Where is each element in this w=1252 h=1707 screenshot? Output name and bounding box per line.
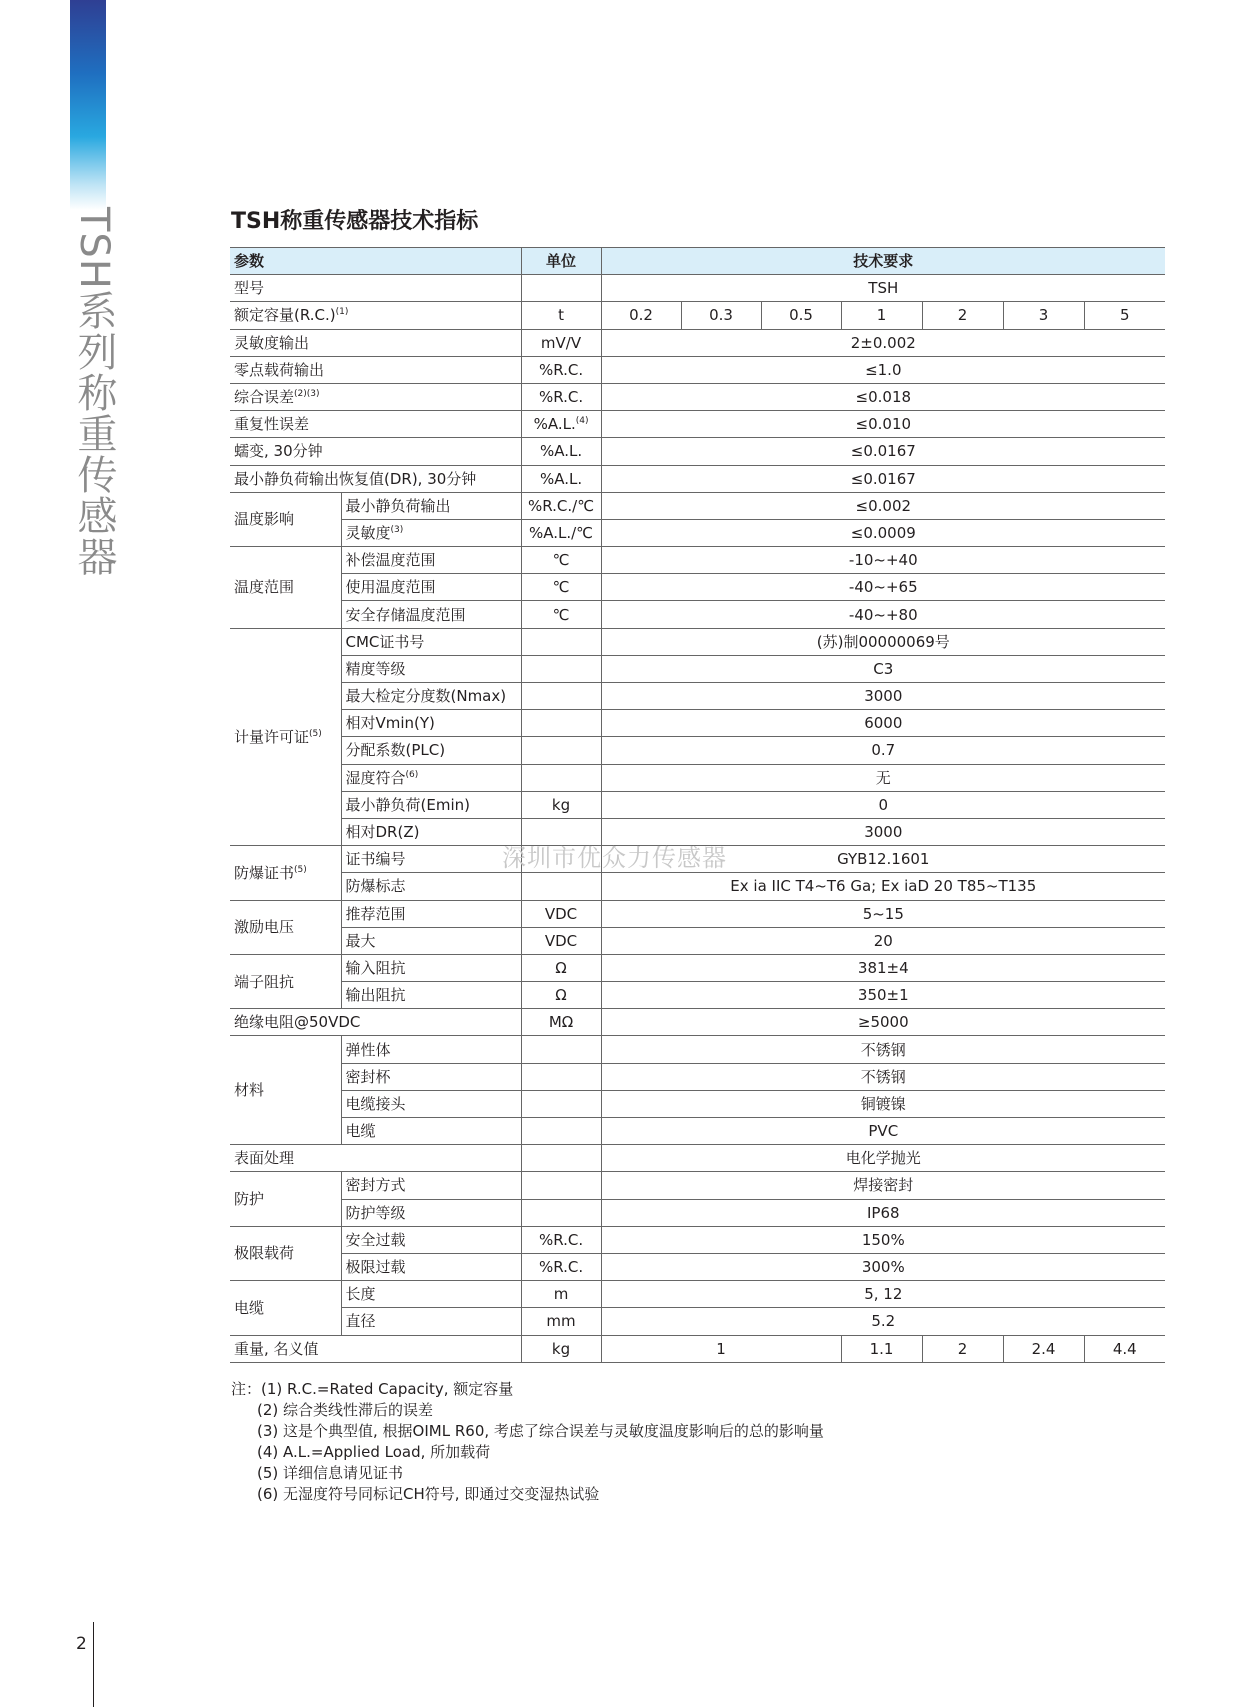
table-row	[230, 601, 1165, 628]
row-unit: mV/V	[521, 329, 601, 356]
weight-cell: 1.1	[841, 1335, 922, 1362]
watermark: 深圳市优众力传感器	[502, 844, 727, 872]
row-unit	[521, 1199, 601, 1226]
row-label: 绝缘电阻@50VDC	[230, 1009, 521, 1036]
weight-cell: 1	[601, 1335, 841, 1362]
row-label: 安全过载	[341, 1226, 521, 1253]
weight-cell: 2.4	[1003, 1335, 1084, 1362]
row-label: 灵敏度输出	[230, 329, 521, 356]
table-row	[230, 628, 1165, 655]
row-label: 电缆接头	[341, 1090, 521, 1117]
row-label: 补偿温度范围	[341, 547, 521, 574]
row-unit: %R.C.	[521, 1226, 601, 1253]
row-unit	[521, 1118, 601, 1145]
table-row	[230, 356, 1165, 383]
table-row	[230, 900, 1165, 927]
row-label: 精度等级	[341, 655, 521, 682]
weight-cell: 4.4	[1084, 1335, 1165, 1362]
row-label: 长度	[341, 1281, 521, 1308]
row-value: 20	[601, 927, 1165, 954]
row-label: 密封杯	[341, 1063, 521, 1090]
row-unit	[521, 683, 601, 710]
table-row	[230, 302, 1165, 329]
row-value: ≥5000	[601, 1009, 1165, 1036]
row-unit: m	[521, 1281, 601, 1308]
weight-cell: 2	[922, 1335, 1003, 1362]
row-unit: %R.C.	[521, 383, 601, 410]
row-label: 零点载荷输出	[230, 356, 521, 383]
row-value: -40~+65	[601, 574, 1165, 601]
table-row	[230, 764, 1165, 791]
table-row	[230, 519, 1165, 546]
row-label: 证书编号	[341, 846, 521, 873]
footnote: (4) A.L.=Applied Load, 所加载荷	[257, 1443, 491, 1461]
row-value: 300%	[601, 1253, 1165, 1280]
row-label: 防爆标志	[341, 873, 521, 900]
footnote: (5) 详细信息请见证书	[257, 1464, 404, 1482]
table-row	[230, 1253, 1165, 1280]
table-row	[230, 492, 1165, 519]
row-label: 最小静负荷输出恢复值(DR), 30分钟	[230, 465, 521, 492]
row-unit: %R.C.	[521, 1253, 601, 1280]
row-unit	[521, 1036, 601, 1063]
table-row	[230, 683, 1165, 710]
table-row	[230, 465, 1165, 492]
row-unit	[521, 1172, 601, 1199]
row-label: 最小静负荷输出	[341, 492, 521, 519]
row-label: 型号	[230, 275, 521, 302]
row-unit	[521, 628, 601, 655]
row-value: 不锈钢	[601, 1063, 1165, 1090]
table-row	[230, 574, 1165, 601]
footnotes	[231, 1379, 824, 1505]
row-label: 最大检定分度数(Nmax)	[341, 683, 521, 710]
row-value: 焊接密封	[601, 1172, 1165, 1199]
row-value: -10~+40	[601, 547, 1165, 574]
table-row	[230, 710, 1165, 737]
group-label: 激励电压	[230, 900, 341, 954]
row-unit: t	[521, 302, 601, 329]
row-value: 无	[601, 764, 1165, 791]
table-row	[230, 1009, 1165, 1036]
row-unit: ℃	[521, 601, 601, 628]
capacity-cell: 1	[841, 302, 922, 329]
row-value: ≤0.0167	[601, 438, 1165, 465]
row-value: TSH	[601, 275, 1165, 302]
row-value: IP68	[601, 1199, 1165, 1226]
table-row	[230, 1281, 1165, 1308]
row-unit: MΩ	[521, 1009, 601, 1036]
row-label: 极限过载	[341, 1253, 521, 1280]
row-unit: mm	[521, 1308, 601, 1335]
row-value: ≤0.018	[601, 383, 1165, 410]
row-value: 381±4	[601, 954, 1165, 981]
capacity-cell: 2	[922, 302, 1003, 329]
row-value: ≤0.0167	[601, 465, 1165, 492]
table-row	[230, 275, 1165, 302]
row-value: 3000	[601, 683, 1165, 710]
table-row	[230, 1226, 1165, 1253]
row-value: ≤0.002	[601, 492, 1165, 519]
row-unit: VDC	[521, 927, 601, 954]
page-divider	[93, 1622, 94, 1707]
group-label: 材料	[230, 1036, 341, 1145]
footnote: (6) 无湿度符号同标记CH符号, 即通过交变湿热试验	[257, 1485, 600, 1503]
table-row	[230, 982, 1165, 1009]
footnote: (3) 这是个典型值, 根据OIML R60, 考虑了综合误差与灵敏度温度影响后的总的影响量	[257, 1422, 824, 1440]
row-label: 表面处理	[230, 1145, 521, 1172]
row-value: Ex ia IIC T4~T6 Ga; Ex iaD 20 T85~T135	[601, 873, 1165, 900]
row-label: 灵敏度$^{(3)}$	[341, 519, 521, 546]
row-unit: %R.C.	[521, 356, 601, 383]
row-label: 相对DR(Z)	[341, 818, 521, 845]
row-label: 输入阻抗	[341, 954, 521, 981]
table-row	[230, 329, 1165, 356]
row-unit: %A.L.	[521, 438, 601, 465]
capacity-cell: 0.3	[681, 302, 761, 329]
spec-table	[230, 247, 1165, 1363]
row-value: ≤0.0009	[601, 519, 1165, 546]
group-label: 电缆	[230, 1281, 341, 1335]
table-row	[230, 1199, 1165, 1226]
row-value: 350±1	[601, 982, 1165, 1009]
row-value: 0.7	[601, 737, 1165, 764]
row-unit	[521, 1063, 601, 1090]
group-label: 端子阻抗	[230, 954, 341, 1008]
table-row	[230, 383, 1165, 410]
row-label: 安全存储温度范围	[341, 601, 521, 628]
row-label: CMC证书号	[341, 628, 521, 655]
row-unit	[521, 764, 601, 791]
row-unit: Ω	[521, 954, 601, 981]
row-label: 相对Vmin(Y)	[341, 710, 521, 737]
page-number: 2	[76, 1634, 87, 1654]
capacity-cell: 3	[1003, 302, 1084, 329]
row-value: 电化学抛光	[601, 1145, 1165, 1172]
row-value: 5.2	[601, 1308, 1165, 1335]
row-unit: %A.L./℃	[521, 519, 601, 546]
row-value: C3	[601, 655, 1165, 682]
row-unit: Ω	[521, 982, 601, 1009]
table-row	[230, 411, 1165, 438]
table-row	[230, 791, 1165, 818]
table-row	[230, 873, 1165, 900]
group-label: 计量许可证$^{(5)}$	[230, 628, 341, 846]
row-value: 3000	[601, 818, 1165, 845]
row-value: ≤1.0	[601, 356, 1165, 383]
row-label: 分配系数(PLC)	[341, 737, 521, 764]
row-label: 最小静负荷(Emin)	[341, 791, 521, 818]
table-row	[230, 737, 1165, 764]
capacity-cell: 0.5	[761, 302, 841, 329]
row-unit	[521, 737, 601, 764]
row-unit: %A.L.$^{(4)}$	[521, 411, 601, 438]
row-value: -40~+80	[601, 601, 1165, 628]
row-label: 推荐范围	[341, 900, 521, 927]
header-unit: 单位	[521, 248, 601, 275]
row-unit: ℃	[521, 547, 601, 574]
row-unit: %A.L.	[521, 465, 601, 492]
group-label: 极限载荷	[230, 1226, 341, 1280]
row-unit	[521, 275, 601, 302]
row-label: 湿度符合$^{(6)}$	[341, 764, 521, 791]
row-label: 弹性体	[341, 1036, 521, 1063]
group-label: 防爆证书$^{(5)}$	[230, 846, 341, 900]
row-value: 150%	[601, 1226, 1165, 1253]
row-value: (苏)制00000069号	[601, 628, 1165, 655]
row-value: PVC	[601, 1118, 1165, 1145]
row-unit	[521, 873, 601, 900]
group-label: 防护	[230, 1172, 341, 1226]
group-label: 温度范围	[230, 547, 341, 629]
table-header-row	[230, 248, 1165, 275]
row-value: ≤0.010	[601, 411, 1165, 438]
capacity-cell: 5	[1084, 302, 1165, 329]
table-row	[230, 1090, 1165, 1117]
row-unit: %R.C./℃	[521, 492, 601, 519]
row-label: 综合误差$^{(2)(3)}$	[230, 383, 521, 410]
row-label: 额定容量$(R.C.)^{(1)}$	[230, 302, 521, 329]
row-label: 密封方式	[341, 1172, 521, 1199]
table-row	[230, 1036, 1165, 1063]
table-row	[230, 547, 1165, 574]
row-label: 重量, 名义值	[230, 1335, 521, 1362]
row-label: 使用温度范围	[341, 574, 521, 601]
row-label: 蠕变, 30分钟	[230, 438, 521, 465]
table-row	[230, 954, 1165, 981]
capacity-cell: 0.2	[601, 302, 681, 329]
table-row	[230, 1145, 1165, 1172]
table-row	[230, 927, 1165, 954]
table-row	[230, 1335, 1165, 1362]
header-param: 参数	[230, 248, 521, 275]
row-value: 铜镀镍	[601, 1090, 1165, 1117]
table-row	[230, 1118, 1165, 1145]
header-requirement: 技术要求	[601, 248, 1165, 275]
group-label: 温度影响	[230, 492, 341, 546]
row-label: 输出阻抗	[341, 982, 521, 1009]
row-unit: kg	[521, 791, 601, 818]
row-unit	[521, 1090, 601, 1117]
footnote: 注：(1) R.C.=Rated Capacity, 额定容量	[231, 1380, 514, 1398]
row-label: 直径	[341, 1308, 521, 1335]
row-label: 最大	[341, 927, 521, 954]
row-label: 电缆	[341, 1118, 521, 1145]
side-color-bar	[70, 0, 106, 210]
row-value: GYB12.1601	[601, 846, 1165, 873]
table-row	[230, 1063, 1165, 1090]
row-value: 不锈钢	[601, 1036, 1165, 1063]
row-value: 0	[601, 791, 1165, 818]
row-unit	[521, 710, 601, 737]
footnote: (2) 综合类线性滞后的误差	[257, 1401, 434, 1419]
table-row	[230, 1172, 1165, 1199]
row-unit	[521, 1145, 601, 1172]
table-row	[230, 1308, 1165, 1335]
side-series-title: TSH系列称重传感器	[71, 207, 117, 577]
row-value: 5, 12	[601, 1281, 1165, 1308]
row-unit	[521, 655, 601, 682]
row-unit: kg	[521, 1335, 601, 1362]
row-unit: VDC	[521, 900, 601, 927]
row-unit: ℃	[521, 574, 601, 601]
row-label: 防护等级	[341, 1199, 521, 1226]
table-row	[230, 655, 1165, 682]
row-label: 重复性误差	[230, 411, 521, 438]
page-title: TSH称重传感器技术指标	[231, 209, 479, 234]
table-row	[230, 438, 1165, 465]
row-value: 5~15	[601, 900, 1165, 927]
row-value: 6000	[601, 710, 1165, 737]
row-value: 2±0.002	[601, 329, 1165, 356]
